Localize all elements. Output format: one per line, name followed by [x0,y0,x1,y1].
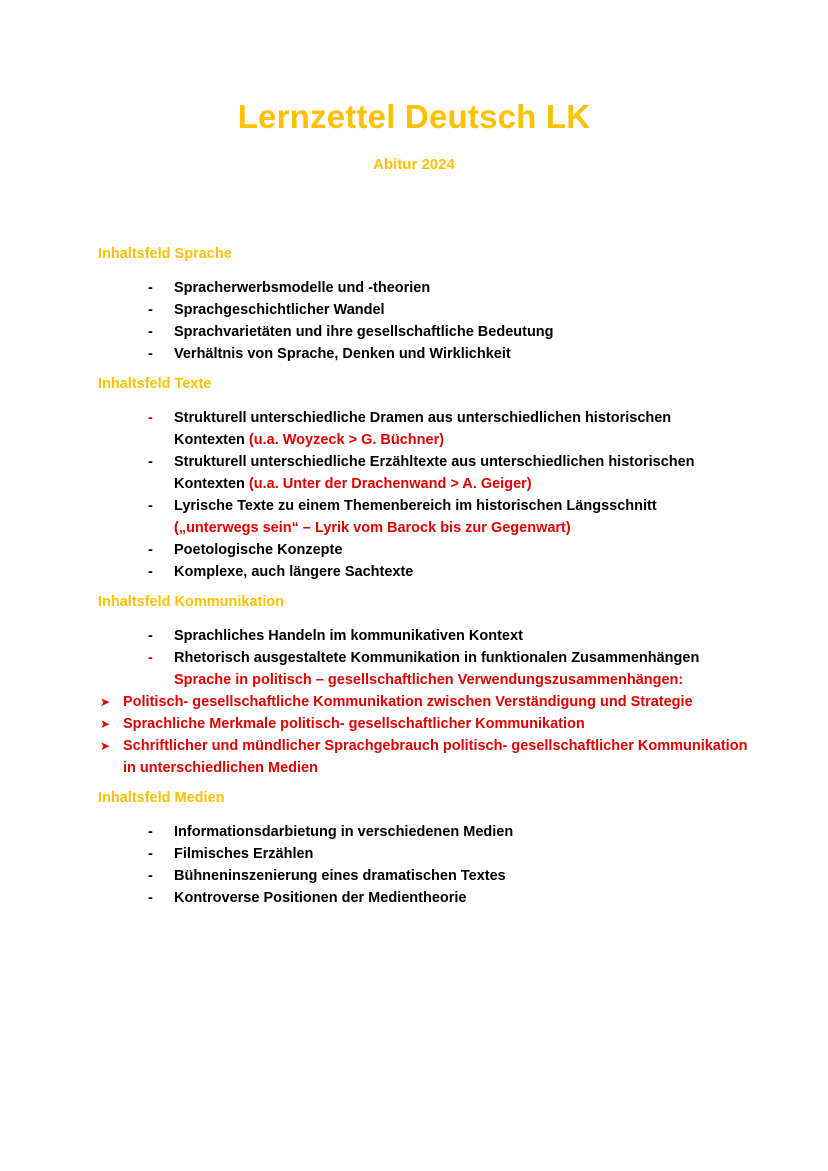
list-item: - Bühneninszenierung eines dramatischen Textes [98,865,738,887]
list-medien [98,821,738,909]
list-item-note: (u.a. Woyzeck > G. Büchner) [248,432,445,448]
list-texte [98,407,738,583]
dash-bullet-icon: - [148,410,153,426]
document-content [98,243,748,917]
sub-list-intro: Sprache in politisch – gesellschaftlichen Verwendungszusammenhängen: [174,672,684,688]
dash-bullet-icon: - [148,824,153,840]
dash-bullet-icon: - [148,346,153,362]
arrow-bullet-icon: ➤ [100,695,111,709]
dash-bullet-icon: - [148,302,153,318]
arrow-list-item: ➤ Schriftlicher und mündlicher Sprachgebrauch politisch- gesellschaftlicher Kommunikation in unterschiedlichen Medien [0,735,763,779]
dash-bullet-icon: - [148,454,153,470]
list-item: - Rhetorisch ausgestaltete Kommunikation in funktionalen Zusammenhängen [98,647,738,669]
list-item: - Verhältnis von Sprache, Denken und Wirklichkeit [98,343,738,365]
dash-bullet-icon: - [148,280,153,296]
list-item: - Poetologische Konzepte [98,539,738,561]
section-heading-medien: Inhaltsfeld Medien [98,790,225,806]
dash-bullet-icon: - [148,324,153,340]
list-item: - Sprachliches Handeln im kommunikativen Kontext [98,625,738,647]
list-item: - Kontroverse Positionen der Medientheorie [98,887,738,909]
arrow-bullet-icon: ➤ [100,717,111,731]
dash-bullet-icon: - [148,498,153,514]
dash-bullet-icon: - [148,628,153,644]
dash-bullet-icon: - [148,564,153,580]
dash-bullet-icon: - [148,846,153,862]
list-item: - Komplexe, auch längere Sachtexte [98,561,738,583]
list-item: - Lyrische Texte zu einem Themenbereich im historischen Längsschnitt („unterwegs sein“ – Lyrik vom Barock bis zur Gegenwart) [98,495,738,539]
arrow-list-item: ➤ Politisch- gesellschaftliche Kommunikation zwischen Verständigung und Strategie [0,691,763,713]
dash-bullet-icon: - [148,650,153,666]
list-item-note: („unterwegs sein“ – Lyrik vom Barock bis zur Gegenwart) [174,520,571,536]
arrow-list-item: ➤ Sprachliche Merkmale politisch- gesellschaftlicher Kommunikation [0,713,763,735]
list-kommunikation [98,625,748,779]
list-sprache [98,277,738,365]
section-heading-sprache: Inhaltsfeld Sprache [98,246,232,262]
page-title: Lernzettel Deutsch LK [237,98,591,135]
dash-bullet-icon: - [148,542,153,558]
list-item: - Spracherwerbsmodelle und -theorien [98,277,738,299]
section-heading-texte: Inhaltsfeld Texte [98,376,212,392]
section-heading-kommunikation: Inhaltsfeld Kommunikation [98,594,285,610]
list-item: - Informationsdarbietung in verschiedenen Medien [98,821,738,843]
list-item: - Strukturell unterschiedliche Erzähltexte aus unterschiedlichen historischen Kontexten (u.a. Unter der Drachenwand > A. Geiger) [98,451,738,495]
list-item-note: (u.a. Unter der Drachenwand > A. Geiger) [248,476,532,492]
list-item: - Filmisches Erzählen [98,843,738,865]
page-subtitle: Abitur 2024 [373,156,455,173]
list-item: - Sprachgeschichtlicher Wandel [98,299,738,321]
arrow-bullet-icon: ➤ [100,739,111,753]
dash-bullet-icon: - [148,890,153,906]
list-item: - Sprachvarietäten und ihre gesellschaftliche Bedeutung [98,321,738,343]
list-item: - Strukturell unterschiedliche Dramen aus unterschiedlichen historischen Kontexten (u.a. Woyzeck > G. Büchner) [98,407,738,451]
dash-bullet-icon: - [148,868,153,884]
